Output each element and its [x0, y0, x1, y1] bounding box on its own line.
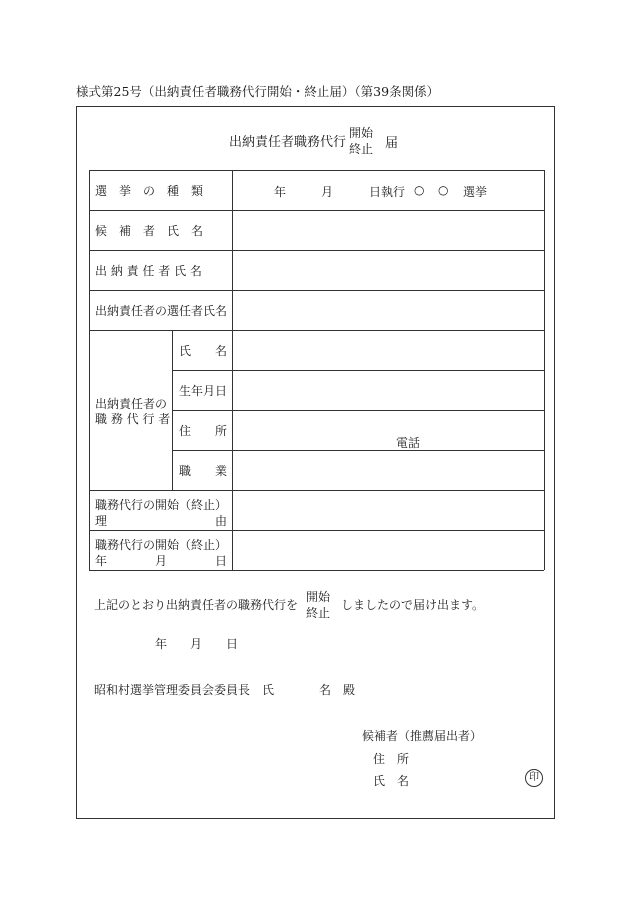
deputy-birth-label: 生年月日: [179, 383, 228, 398]
deputy-phone-label: 電話: [396, 436, 421, 450]
reason-label-left: 理: [95, 514, 108, 528]
date-label-line1: 職務代行の開始（終止）: [95, 538, 228, 552]
election-type-label: 選 挙 の 種 類: [95, 183, 204, 198]
statement-prefix: 上記のとおり出納責任者の職務代行を: [94, 598, 299, 612]
treasurer-name-label: 出 納 責 任 者 氏 名: [95, 263, 202, 278]
election-suffix: 選挙: [463, 185, 488, 199]
addressee-text: 昭和村選挙管理委員会委員長 氏: [94, 683, 275, 697]
deputy-job-label: 職 業: [179, 463, 228, 478]
form-title: 出納責任者職務代行: [229, 135, 347, 150]
deputy-group-label-line2: 職 務 代 行 者: [95, 412, 171, 426]
submitter-name-label: 氏 名: [373, 774, 410, 788]
deputy-group-label-line1: 出納責任者の: [95, 397, 168, 411]
election-year-label: 年: [274, 185, 287, 199]
statement-option-start: 開始: [306, 590, 331, 604]
addressee-suffix: 名 殿: [319, 683, 356, 697]
submitter-address-label: 住 所: [373, 752, 410, 766]
form-caption: 様式第25号（出納責任者職務代行開始・終止届）（第39条関係）: [76, 84, 440, 99]
submission-year: 年: [155, 637, 168, 651]
submission-month: 月: [190, 637, 203, 651]
title-option-end: 終止: [349, 142, 374, 156]
appointer-name-label: 出納責任者の選任者氏名: [95, 303, 228, 318]
seal-mark: 印: [525, 769, 543, 787]
election-day-exec-label: 日執行: [369, 185, 406, 199]
date-label-day: 日: [215, 554, 228, 568]
candidate-name-label: 候 補 者 氏 名: [95, 223, 204, 238]
election-circle-2: ○: [438, 183, 449, 197]
submitter-role: 候補者（推薦届出者）: [362, 729, 483, 743]
title-option-start: 開始: [349, 126, 374, 140]
statement-option-end: 終止: [306, 606, 331, 620]
deputy-address-label: 住 所: [179, 423, 228, 438]
submission-day: 日: [226, 637, 239, 651]
reason-label-line1: 職務代行の開始（終止）: [95, 498, 228, 512]
date-label-year: 年: [95, 554, 108, 568]
deputy-name-label: 氏 名: [179, 343, 228, 358]
election-month-label: 月: [321, 185, 334, 199]
title-suffix: 届: [385, 136, 399, 151]
reason-label-right: 由: [215, 514, 228, 528]
election-circle-1: ○: [414, 183, 425, 197]
date-label-month: 月: [155, 554, 168, 568]
statement-suffix: しましたので届け出ます。: [341, 598, 485, 612]
